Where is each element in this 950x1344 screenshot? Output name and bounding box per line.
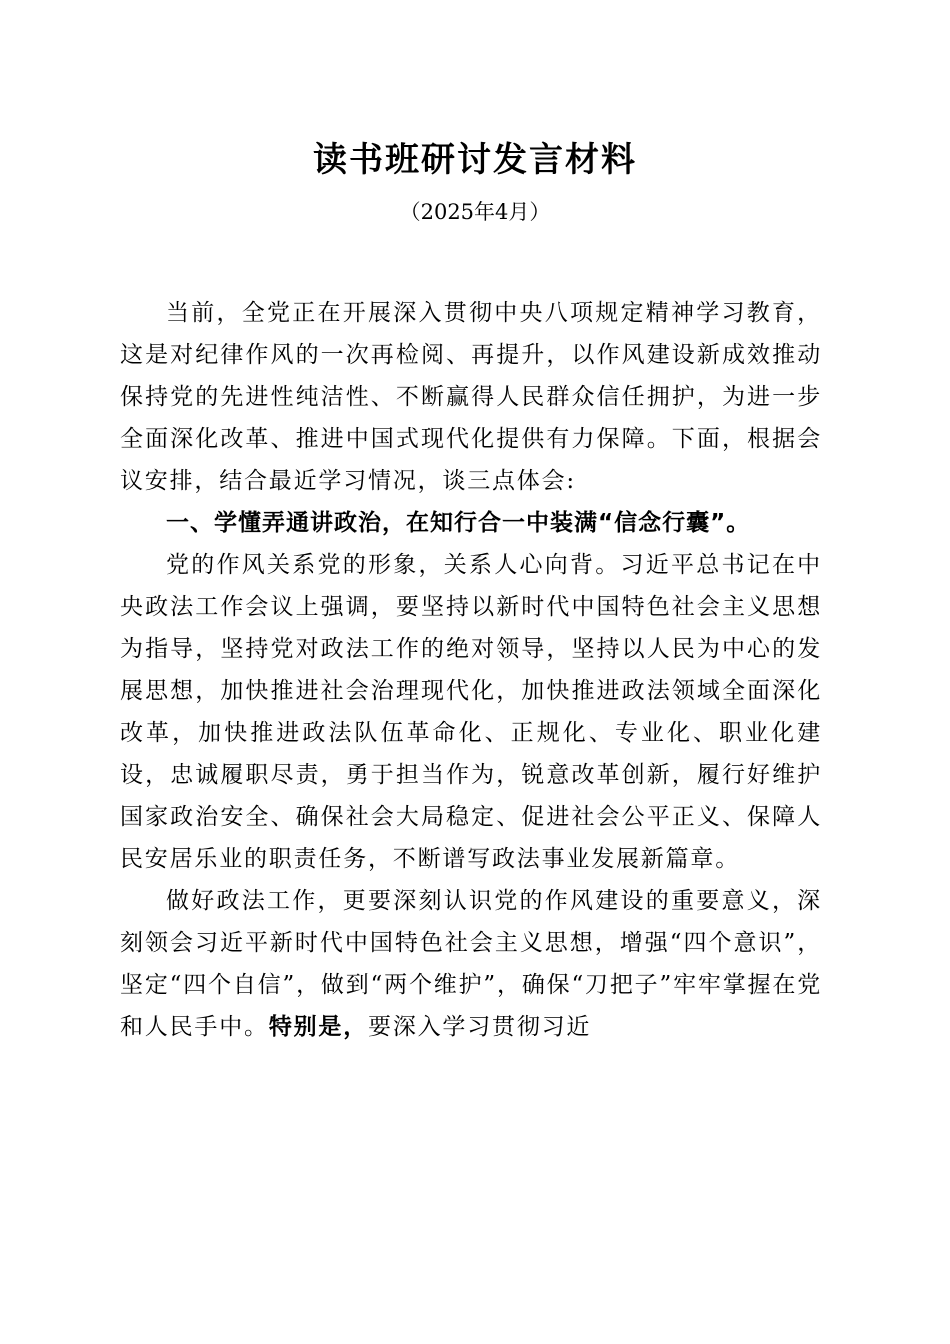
paragraph-2: 党的作风关系党的形象，关系人心向背。习近平总书记在中央政法工作会议上强调，要坚持以新时代中国特色社会主义思想为指导，坚持党对政法工作的绝对领导，坚持以人民为中心的发展思想，加快推进社会治理现代化，加快推进政法领域全面深化改革，加快推进政法队伍革命化、正规化、专业化、职业化建设，忠诚履职尽责，勇于担当作为，锐意改革创新，履行好维护国家政治安全、确保社会大局稳定、促进社会公平正义、保障人民安居乐业的职责任务，不断谱写政法事业发展新篇章。 [120,552,822,872]
paragraph-3-start: 做好政法工作，更要深刻认识党的作风建设的重要意义，深刻领会习近平新时代中国特色社会主义思想，增强“四个意识”，坚定“四个自信”，做到“两个维护”，确保“刀把子”牢牢掌握在党和人民手中。 [120,888,822,1040]
paragraph-3 [120,880,822,1048]
intro-paragraph: 当前，全党正在开展深入贯彻中央八项规定精神学习教育，这是对纪律作风的一次再检阅、再提升，以作风建设新成效推动保持党的先进性纯洁性、不断赢得人民群众信任拥护，为进一步全面深化改革、推进中国式现代化提供有力保障。下面，根据会议安排，结合最近学习情况，谈三点体会: [120,300,822,494]
document-title: 读书班研讨发言材料 [313,140,637,180]
section-heading-1: 一、学懂弄通讲政治，在知行合一中装满“信念行囊”。 [166,510,751,536]
paragraph-3-end: 要深入学习贯彻习近 [368,1014,592,1040]
paragraph-3-emphasis: 特别是， [268,1013,369,1040]
document-date: （2025年4月） [399,200,551,224]
document-body [120,292,822,1048]
